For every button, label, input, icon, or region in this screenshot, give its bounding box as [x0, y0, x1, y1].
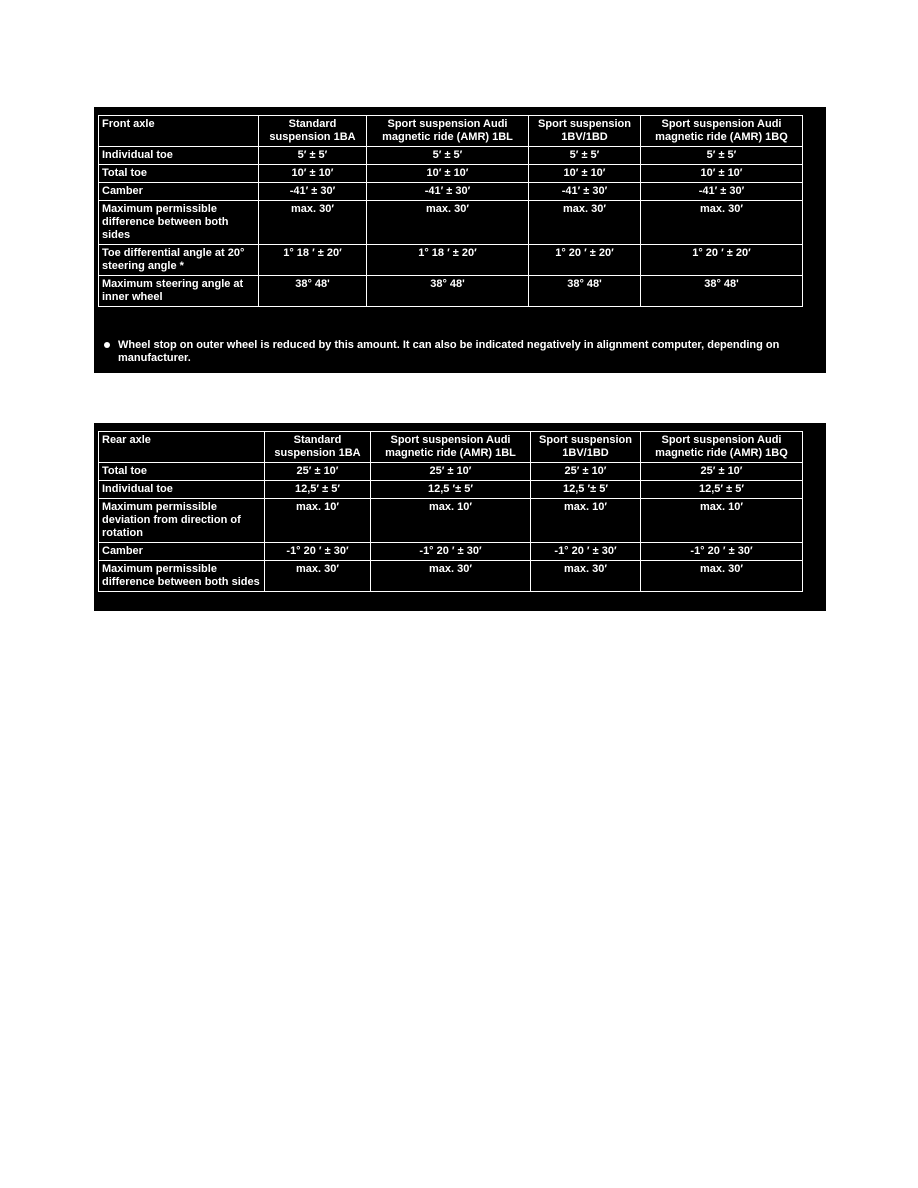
table-row [99, 543, 803, 561]
table-cell: 5′ ± 5′ [259, 147, 367, 165]
table-cell: -41′ ± 30′ [529, 183, 641, 201]
table-cell: 5′ ± 5′ [367, 147, 529, 165]
header-standard-1ba: Standard suspension 1BA [259, 116, 367, 147]
row-label: Camber [99, 543, 265, 561]
table-header-row [99, 432, 803, 463]
row-label: Toe differential angle at 20° steering angle * [99, 245, 259, 276]
table-cell: 10′ ± 10′ [641, 165, 803, 183]
row-label: Maximum steering angle at inner wheel [99, 276, 259, 307]
table-cell: 38° 48' [529, 276, 641, 307]
rear-axle-panel [94, 423, 826, 611]
table-cell: 12,5 ′± 5′ [371, 481, 531, 499]
table-cell: 1° 18 ′ ± 20′ [259, 245, 367, 276]
table-cell: -1° 20 ′ ± 30′ [371, 543, 531, 561]
table-cell: max. 30′ [265, 561, 371, 592]
table-cell: -1° 20 ′ ± 30′ [265, 543, 371, 561]
table-cell: 38° 48' [259, 276, 367, 307]
table-cell: max. 10′ [531, 499, 641, 543]
table-cell: 1° 18 ′ ± 20′ [367, 245, 529, 276]
header-sport-1bv-1bd: Sport suspension 1BV/1BD [531, 432, 641, 463]
table-row [99, 201, 803, 245]
row-label: Camber [99, 183, 259, 201]
table-row [99, 276, 803, 307]
table-cell: max. 30′ [531, 561, 641, 592]
table-cell: 38° 48' [367, 276, 529, 307]
table-cell: 10′ ± 10′ [529, 165, 641, 183]
table-cell: 10′ ± 10′ [367, 165, 529, 183]
table-cell: 38° 48' [641, 276, 803, 307]
table-cell: max. 30′ [641, 201, 803, 245]
table-cell: -1° 20 ′ ± 30′ [641, 543, 803, 561]
table-row [99, 147, 803, 165]
table-cell: -41′ ± 30′ [259, 183, 367, 201]
row-label: Individual toe [99, 147, 259, 165]
header-standard-1ba: Standard suspension 1BA [265, 432, 371, 463]
row-label: Individual toe [99, 481, 265, 499]
header-sport-1bv-1bd: Sport suspension 1BV/1BD [529, 116, 641, 147]
table-cell: 1° 20 ′ ± 20′ [529, 245, 641, 276]
header-amr-1bq: Sport suspension Audi magnetic ride (AMR) 1BQ [641, 432, 803, 463]
header-amr-1bl: Sport suspension Audi magnetic ride (AMR) 1BL [367, 116, 529, 147]
row-label: Total toe [99, 463, 265, 481]
table-cell: max. 10′ [371, 499, 531, 543]
table-cell: 25′ ± 10′ [641, 463, 803, 481]
table-cell: 10′ ± 10′ [259, 165, 367, 183]
table-cell: max. 30′ [371, 561, 531, 592]
header-rear-axle: Rear axle [99, 432, 265, 463]
table-cell: max. 30′ [641, 561, 803, 592]
table-cell: 5′ ± 5′ [529, 147, 641, 165]
front-axle-table [98, 115, 803, 307]
table-cell: 25′ ± 10′ [371, 463, 531, 481]
table-cell: 25′ ± 10′ [531, 463, 641, 481]
table-header-row [99, 116, 803, 147]
row-label: Total toe [99, 165, 259, 183]
table-cell: 25′ ± 10′ [265, 463, 371, 481]
footnote-text: Wheel stop on outer wheel is reduced by this amount. It can also be indicated negatively in alignment computer, depending on manufacturer. [118, 339, 780, 364]
header-amr-1bq: Sport suspension Audi magnetic ride (AMR) 1BQ [641, 116, 803, 147]
table-row [99, 499, 803, 543]
table-cell: max. 30′ [259, 201, 367, 245]
header-front-axle: Front axle [99, 116, 259, 147]
table-cell: 1° 20 ′ ± 20′ [641, 245, 803, 276]
table-row [99, 463, 803, 481]
table-cell: 12,5′ ± 5′ [641, 481, 803, 499]
front-axle-panel [94, 107, 826, 373]
table-cell: 5′ ± 5′ [641, 147, 803, 165]
footnote [104, 339, 804, 365]
table-cell: max. 30′ [367, 201, 529, 245]
row-label: Maximum permissible difference between both sides [99, 561, 265, 592]
table-cell: max. 10′ [265, 499, 371, 543]
header-amr-1bl: Sport suspension Audi magnetic ride (AMR) 1BL [371, 432, 531, 463]
row-label: Maximum permissible difference between both sides [99, 201, 259, 245]
table-cell: max. 10′ [641, 499, 803, 543]
table-row [99, 561, 803, 592]
table-row [99, 245, 803, 276]
table-row [99, 183, 803, 201]
table-cell: 12,5′ ± 5′ [265, 481, 371, 499]
table-cell: 12,5 ′± 5′ [531, 481, 641, 499]
table-row [99, 165, 803, 183]
table-cell: max. 30′ [529, 201, 641, 245]
table-row [99, 481, 803, 499]
bullet-icon [104, 342, 110, 348]
table-cell: -41′ ± 30′ [367, 183, 529, 201]
rear-axle-table [98, 431, 803, 592]
table-cell: -41′ ± 30′ [641, 183, 803, 201]
table-cell: -1° 20 ′ ± 30′ [531, 543, 641, 561]
row-label: Maximum permissible deviation from direction of rotation [99, 499, 265, 543]
